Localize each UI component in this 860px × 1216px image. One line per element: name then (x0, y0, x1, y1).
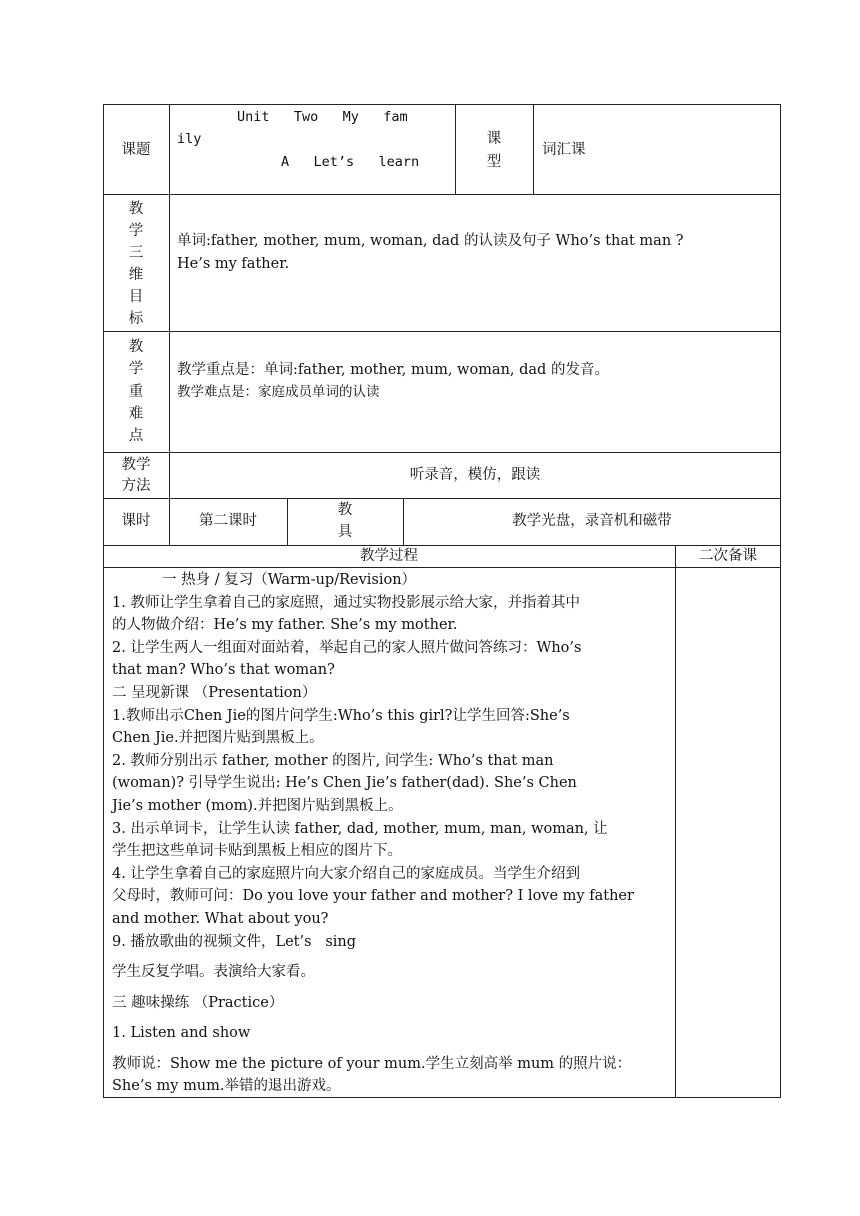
row-divider (103, 452, 781, 453)
keypoints-line-1: 教学重点是：单词:father, mother, mum, woman, dad 的发音。 (177, 362, 609, 378)
process-line: 2. 教师分别出示 father, mother 的图片, 问学生: Who’s that man (112, 752, 554, 769)
goals-label-char: 学 (128, 223, 144, 239)
process-line: Chen Jie.并把图片贴到黑板上。 (112, 730, 324, 747)
type-label-1: 课 (486, 131, 502, 147)
method-label-2: 方法 (121, 478, 151, 494)
process-line: 学生把这些单词卡贴到黑板上相应的图片下。 (112, 843, 402, 860)
goals-label-char: 教 (128, 201, 144, 217)
row-divider (103, 567, 781, 568)
process-line: 4. 让学生拿着自己的家庭照片向大家介绍自己的家庭成员。当学生介绍到 (112, 865, 580, 882)
process-line: 三 趣味操练 （Practice） (112, 994, 284, 1011)
process-line: 1.教师出示Chen Jie的图片问学生:Who’s this girl?让学生回答:She’s (112, 707, 570, 724)
process-line: 3. 出示单词卡，让学生认读 father, dad, mother, mum, man, woman, 让 (112, 820, 608, 837)
process-line: 9. 播放歌曲的视频文件，Let’s sing (112, 933, 357, 950)
keypoints-label-char: 重 (128, 384, 144, 400)
row-divider (103, 194, 781, 195)
goals-label-char: 目 (128, 289, 144, 305)
col-divider (675, 545, 676, 1098)
period-label: 课时 (121, 513, 151, 529)
process-line: 教师说：Show me the picture of your mum.学生立刻高举 mum 的照片说： (112, 1055, 632, 1072)
goals-label-char: 三 (128, 245, 144, 261)
process-line: 父母时，教师可问：Do you love your father and mother? I love my father (112, 888, 634, 905)
second-prep-header: 二次备课 (699, 548, 757, 564)
method-value: 听录音，模仿，跟读 (409, 467, 541, 483)
process-line: 学生反复学唱。表演给大家看。 (112, 964, 315, 981)
method-label-1: 教学 (121, 457, 151, 473)
col-divider (533, 104, 534, 194)
process-header: 教学过程 (360, 548, 418, 564)
type-value: 词汇课 (542, 142, 586, 158)
row-divider (103, 498, 781, 499)
process-line: (woman)? 引导学生说出: He’s Chen Jie’s father(dad). She’s Chen (112, 775, 577, 792)
tools-label-2: 具 (337, 524, 353, 540)
process-line: Jie’s mother (mom).并把图片贴到黑板上。 (112, 797, 403, 814)
process-line: 的人物做介绍：He’s my father. She’s my mother. (112, 617, 458, 634)
keypoints-label-char: 点 (128, 428, 144, 444)
row-divider (103, 331, 781, 332)
type-label-2: 型 (486, 154, 502, 170)
topic-line-1: Unit Two My fam (237, 109, 408, 125)
keypoints-label-char: 难 (128, 406, 144, 422)
process-line: 2. 让学生两人一组面对面站着，举起自己的家人照片做问答练习：Who’s (112, 639, 582, 656)
goals-line-1: 单词:father, mother, mum, woman, dad 的认读及句子 Who’s that man ? (177, 233, 684, 249)
topic-line-2: ily (177, 131, 202, 147)
topic-line-3: A Let’s learn (281, 154, 420, 170)
keypoints-label-char: 学 (128, 361, 144, 377)
keypoints-label-char: 教 (128, 339, 144, 355)
goals-line-2: He’s my father. (177, 256, 290, 272)
tools-value: 教学光盘，录音机和磁带 (512, 513, 672, 529)
tools-label-1: 教 (337, 502, 353, 518)
keypoints-line-2: 教学难点是：家庭成员单词的认读 (177, 384, 380, 400)
process-line: She’s my mum.举错的退出游戏。 (112, 1078, 341, 1095)
period-value: 第二课时 (199, 513, 257, 529)
process-line: and mother. What about you? (112, 910, 329, 927)
process-body (112, 569, 672, 1098)
process-line: 一 热身 / 复习（Warm-up/Revision） (162, 572, 417, 588)
process-line: 1. 教师让学生拿着自己的家庭照，通过实物投影展示给大家，并指着其中 (112, 594, 580, 611)
goals-label-char: 标 (128, 311, 144, 327)
goals-label-char: 维 (128, 267, 144, 283)
process-line: 二 呈现新课 （Presentation） (112, 684, 317, 701)
topic-label: 课题 (121, 142, 151, 158)
process-line: 1. Listen and show (112, 1025, 251, 1042)
process-line: that man? Who’s that woman? (112, 662, 335, 679)
